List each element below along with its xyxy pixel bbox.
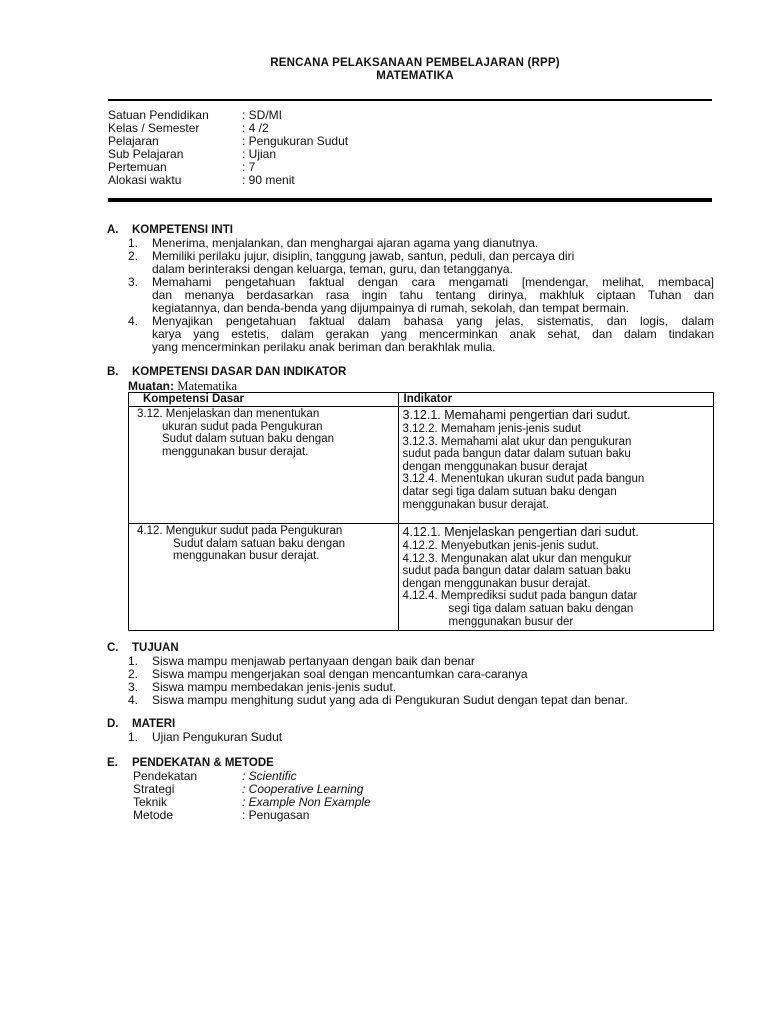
metode-value: : Penugasan xyxy=(242,808,310,822)
metode-value: : Example Non Example xyxy=(242,795,371,809)
item-number: 3. xyxy=(128,275,139,289)
item-text: Menyajikan pengetahuan faktual dalam bahasa yang jelas, sistematis, dan logis, dalam xyxy=(152,314,714,328)
list-item xyxy=(128,250,714,276)
kd-indikator-table xyxy=(128,392,714,631)
section-letter: E. xyxy=(107,757,118,769)
item-number: 2. xyxy=(128,667,139,681)
document-subtitle: MATEMATIKA xyxy=(376,70,454,82)
identity-value: : 4 /2 xyxy=(242,121,269,135)
item-text: dan menanya berdasarkan rasa ingin tahu tentang dirinya, makhluk ciptaan Tuhan dan xyxy=(152,288,714,302)
item-text: Memahami pengetahuan faktual dengan cara mengamati [mendengar, melihat, membaca] xyxy=(152,275,714,289)
identity-label: Pelajaran xyxy=(108,134,159,148)
table-header-row xyxy=(129,393,714,407)
kd-line: 4.12. Mengukur sudut pada Pengukuran xyxy=(137,525,343,537)
col-header-indikator: Indikator xyxy=(398,393,713,407)
ind-line: menggunakan busur derajat. xyxy=(402,498,549,511)
muatan-value: Matematika xyxy=(177,379,238,393)
list-item xyxy=(128,731,714,744)
item-text: kegiatannya, dan benda-benda yang dijumpainya di rumah, sekolah, dan tempat bermain. xyxy=(152,301,629,315)
item-text: yang mencerminkan perilaku anak beriman dan berakhlak mulia. xyxy=(152,340,496,354)
table-row xyxy=(129,407,714,524)
ind-line: menggunakan busur der xyxy=(448,615,574,628)
kd-line: 3.12. Menjelaskan dan menentukan xyxy=(137,408,320,420)
metode-label: Metode xyxy=(133,808,174,822)
item-text: Ujian Pengukuran Sudut xyxy=(152,730,283,744)
kd-line: menggunakan busur derajat. xyxy=(162,445,309,458)
identity-value: : SD/MI xyxy=(242,108,283,122)
metode-label: Strategi xyxy=(133,782,175,796)
kd-line: menggunakan busur derajat. xyxy=(173,550,320,563)
list-item xyxy=(128,694,714,707)
item-text: Siswa mampu membedakan jenis-jenis sudut. xyxy=(152,680,397,694)
document-title: RENCANA PELAKSANAAN PEMBELAJARAN (RPP) xyxy=(270,57,560,69)
indikator-cell xyxy=(398,524,713,631)
muatan-label: Muatan: xyxy=(128,379,174,393)
ind-line: 4.12.1. Menjelaskan pengertian dari sudut. xyxy=(402,525,639,539)
table-row xyxy=(129,524,714,631)
kd-line: ukuran sudut pada Pengukuran xyxy=(162,420,323,433)
ind-line: 3.12.1. Memahami pengertian dari sudut. xyxy=(402,408,631,422)
section-c-heading xyxy=(107,642,179,654)
kd-line: Sudut dalam satuan baku dengan xyxy=(173,537,345,550)
identity-value: : 7 xyxy=(242,160,256,174)
item-text: Menerima, menjalankan, dan menghargai ajaran agama yang dianutnya. xyxy=(152,236,539,250)
ind-line: datar segi tiga dalam sutuan baku dengan xyxy=(402,485,617,498)
section-d-heading xyxy=(107,718,175,730)
item-number: 1. xyxy=(128,236,139,250)
section-title: KOMPETENSI INTI xyxy=(132,224,233,236)
section-b-heading xyxy=(107,366,346,378)
item-text: karya yang estetis, dalam gerakan yang mencerminkan anak sehat, dan dalam tindakan xyxy=(152,327,714,341)
indikator-cell xyxy=(398,407,713,524)
identity-value: : Ujian xyxy=(242,147,277,161)
identity-value: : 90 menit xyxy=(242,173,295,187)
item-text: Siswa mampu menghitung sudut yang ada di Pengukuran Sudut dengan tepat dan benar. xyxy=(152,693,628,707)
metode-value: : Scientific xyxy=(242,769,297,783)
ind-line: 4.12.3. Mengunakan alat ukur dan mengukur xyxy=(402,552,632,565)
kompetensi-inti-list xyxy=(128,237,714,354)
bottom-rule xyxy=(108,198,712,202)
metode-label: Pendekatan xyxy=(133,769,198,783)
item-text: Siswa mampu mengerjakan soal dengan mencantumkan cara-caranya xyxy=(152,667,528,681)
kd-line: Sudut dalam sutuan baku dengan xyxy=(162,433,334,446)
section-letter: D. xyxy=(107,718,119,730)
metode-label: Teknik xyxy=(133,795,168,809)
ind-line: 3.12.4. Menentukan ukuran sudut pada bangun xyxy=(402,473,645,486)
identity-label: Sub Pelajaran xyxy=(108,147,184,161)
list-item xyxy=(128,315,714,354)
section-e-heading xyxy=(107,757,274,769)
identity-label: Alokasi waktu xyxy=(108,173,182,187)
identity-label: Satuan Pendidikan xyxy=(108,108,209,122)
list-item xyxy=(128,276,714,315)
item-text: dalam berinteraksi dengan keluarga, teman, guru, dan tetangganya. xyxy=(152,262,513,276)
ind-line: sudut pada bangun datar dalam satuan baku xyxy=(402,565,631,578)
tujuan-list xyxy=(128,655,714,707)
ind-line: 3.12.2. Memaham jenis-jenis sudut xyxy=(402,423,581,435)
section-letter: C. xyxy=(107,642,119,654)
ind-line: dengan menggunakan busur derajat xyxy=(402,460,588,473)
col-header-kompetensi-dasar: Kompetensi Dasar xyxy=(129,393,399,407)
ind-line: 4.12.4. Memprediksi sudut pada bangun datar xyxy=(402,590,638,603)
item-number: 2. xyxy=(128,249,139,263)
section-title: TUJUAN xyxy=(132,642,179,654)
section-a-heading xyxy=(107,224,233,236)
ind-line: sudut pada bangun datar dalam sutuan baku xyxy=(402,448,631,461)
metode-value: : Cooperative Learning xyxy=(242,782,364,796)
kd-cell xyxy=(129,524,399,631)
ind-line: segi tiga dalam satuan baku dengan xyxy=(448,602,634,615)
section-title: KOMPETENSI DASAR DAN INDIKATOR xyxy=(132,366,347,378)
item-text: Memiliki perilaku jujur, disiplin, tanggung jawab, santun, peduli, dan percaya diri xyxy=(152,249,575,263)
section-title: MATERI xyxy=(132,718,176,730)
item-number: 1. xyxy=(128,654,139,668)
item-number: 4. xyxy=(128,314,139,328)
section-letter: B. xyxy=(107,366,119,378)
kd-cell xyxy=(129,407,399,524)
item-number: 1. xyxy=(128,730,139,744)
ind-line: 3.12.3. Memahami alat ukur dan pengukuran xyxy=(402,435,632,448)
materi-list xyxy=(128,731,714,744)
ind-line: dengan menggunakan busur derajat. xyxy=(402,577,591,590)
top-rule xyxy=(108,99,712,101)
identity-value: : Pengukuran Sudut xyxy=(242,134,349,148)
section-letter: A. xyxy=(107,224,119,236)
section-title: PENDEKATAN & METODE xyxy=(132,757,274,769)
ind-line: 4.12.2. Menyebutkan jenis-jenis sudut. xyxy=(402,540,599,552)
identity-label: Pertemuan xyxy=(108,160,167,174)
item-number: 4. xyxy=(128,693,139,707)
item-text: Siswa mampu menjawab pertanyaan dengan baik dan benar xyxy=(152,654,475,668)
item-number: 3. xyxy=(128,680,139,694)
identity-label: Kelas / Semester xyxy=(108,121,200,135)
